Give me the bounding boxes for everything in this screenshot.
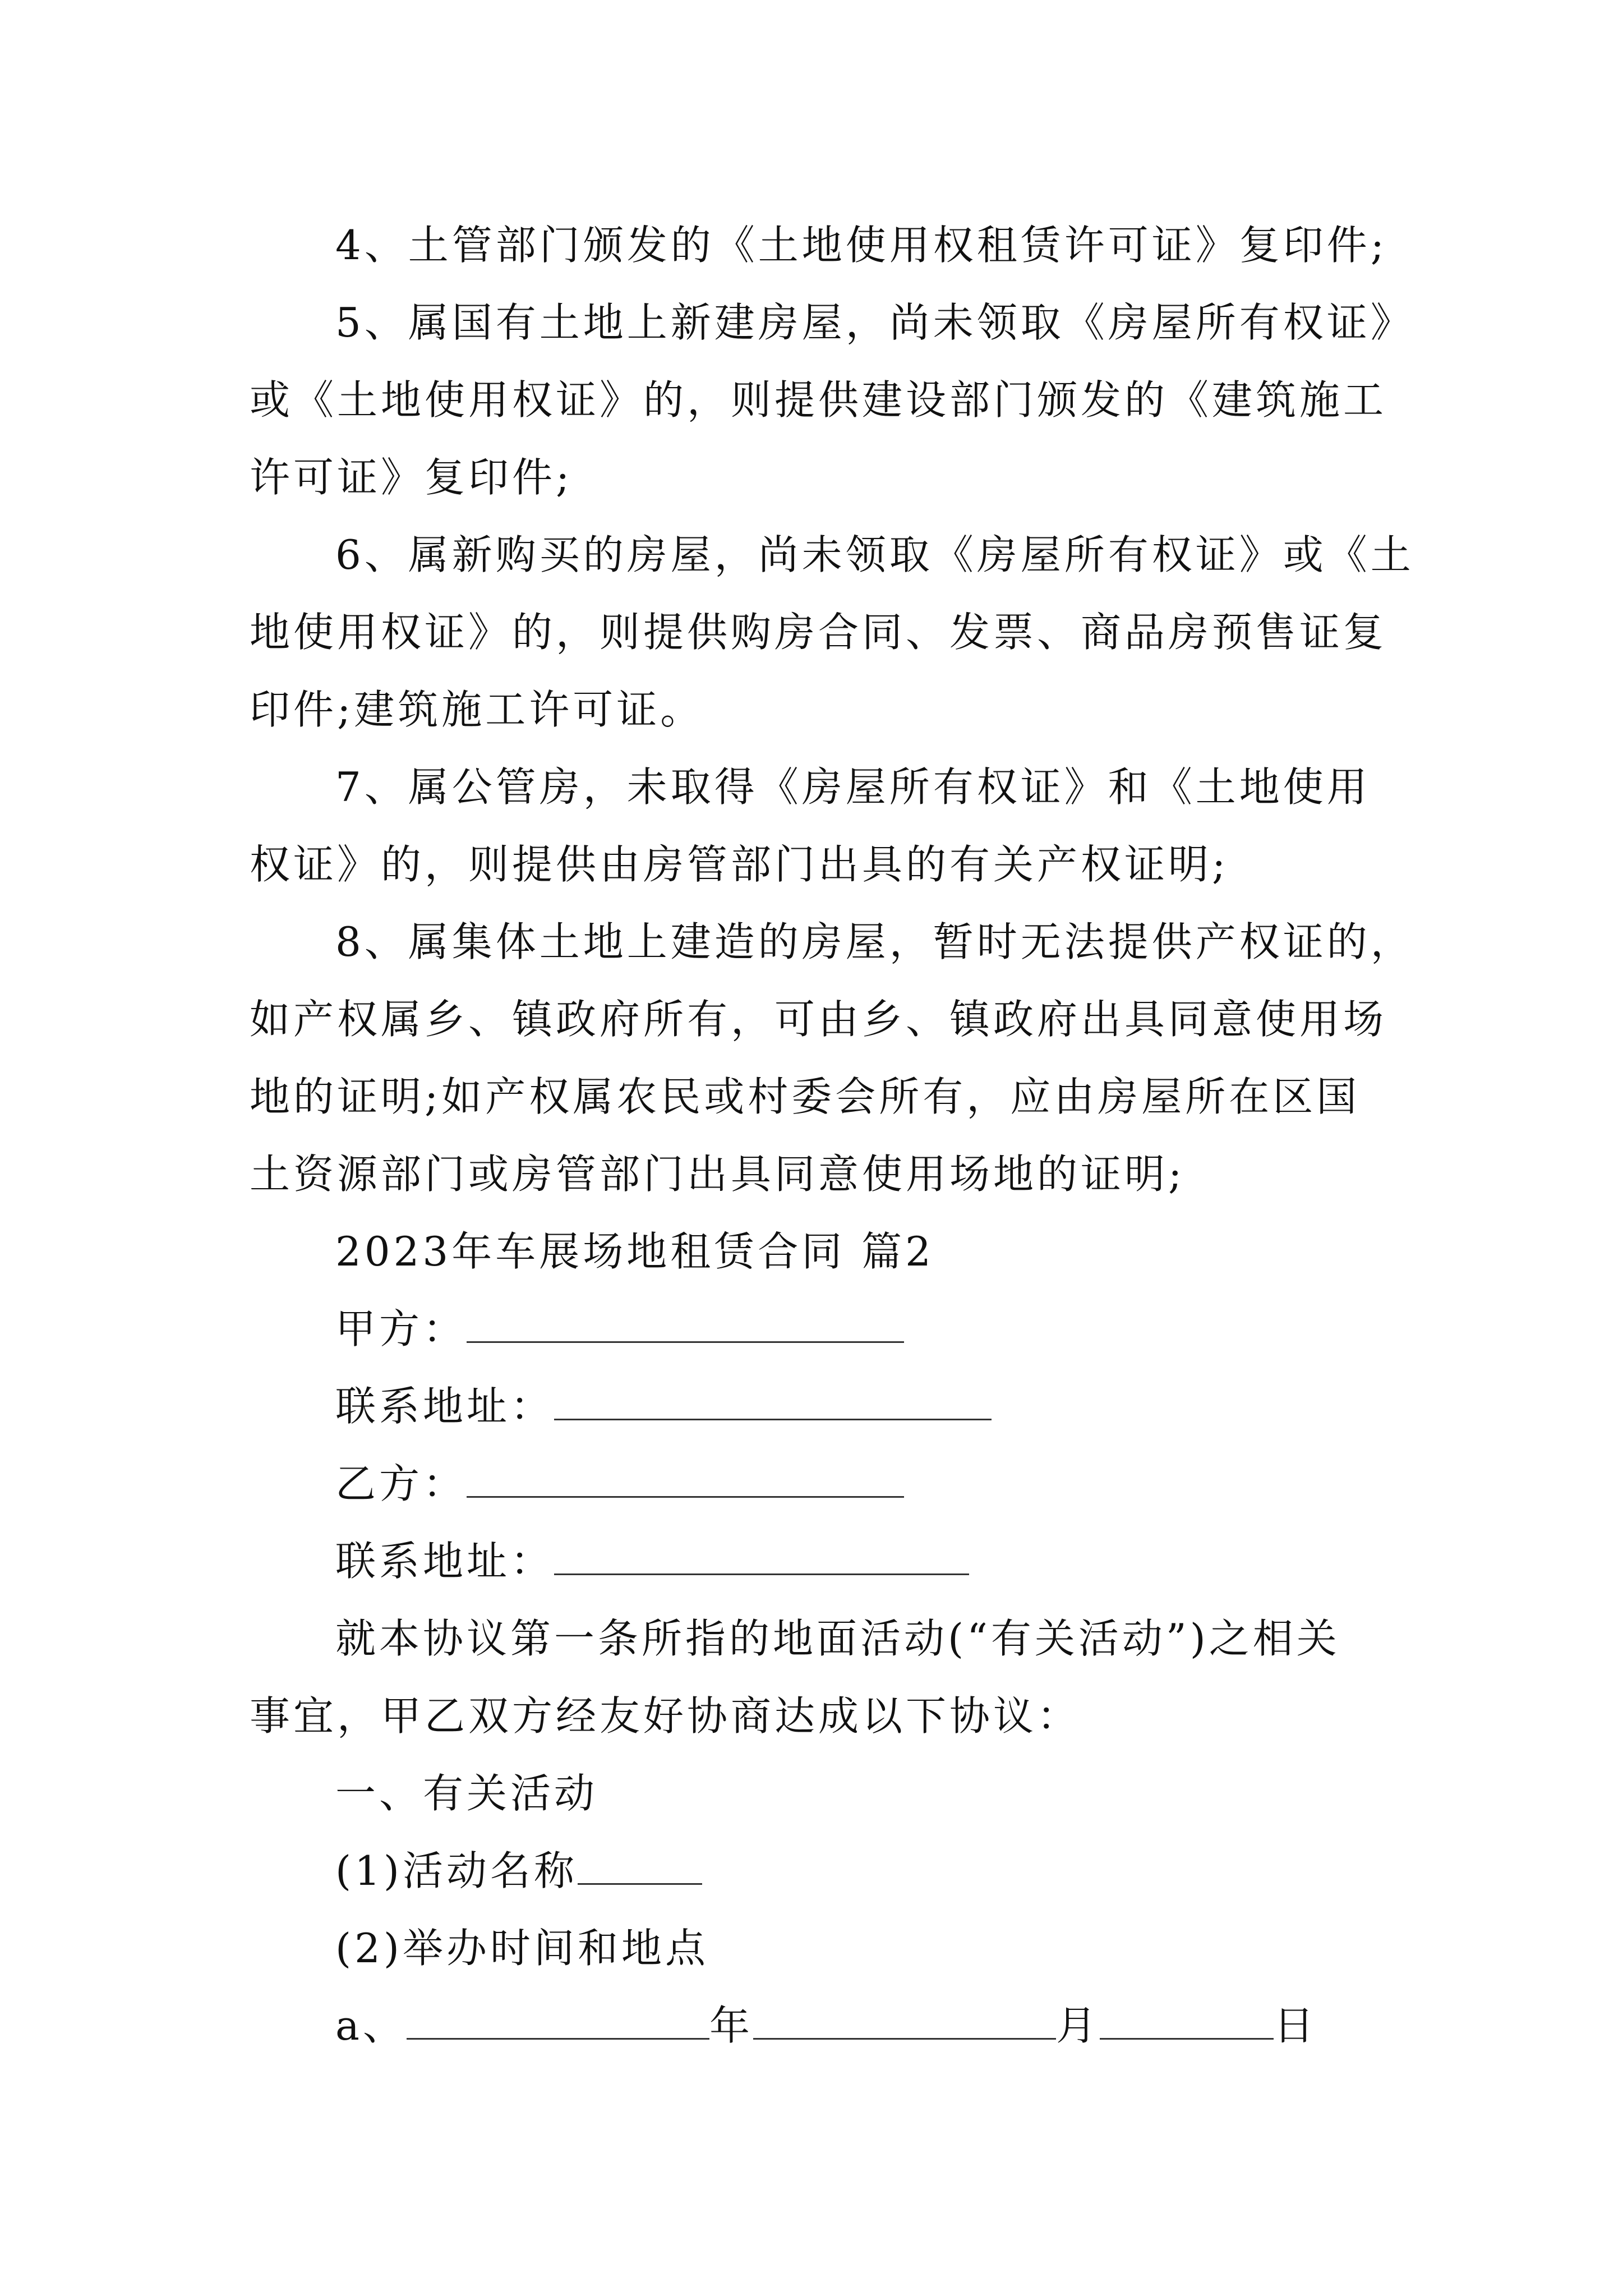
month-blank — [753, 2004, 1056, 2040]
address-a-row — [335, 1381, 992, 1432]
section-1-heading: 一、有关活动 — [335, 1770, 598, 1817]
activity-name-row — [335, 1846, 702, 1896]
preamble-line-2: 事宜，甲乙双方经友好协商达成以下协议： — [250, 1692, 1081, 1740]
paragraph-8-line-3: 地的证明;如产权属农民或村委会所有，应由房屋所在区国 — [250, 1073, 1361, 1120]
contract-title: 2023年车展场地租赁合同 篇2 — [335, 1228, 934, 1275]
date-prefix: a、 — [335, 2002, 407, 2049]
day-label: 日 — [1273, 2002, 1317, 2049]
party-a-blank — [467, 1308, 904, 1343]
activity-name-label: (1)活动名称 — [335, 1847, 578, 1894]
paragraph-7-line-2: 权证》的，则提供由房管部门出具的有关产权证明; — [250, 841, 1229, 888]
party-a-label: 甲方： — [335, 1305, 467, 1352]
address-a-blank — [554, 1385, 992, 1420]
paragraph-5-line-3: 许可证》复印件; — [250, 454, 573, 501]
year-blank — [407, 2004, 709, 2040]
paragraph-5-line-1: 5、属国有土地上新建房屋，尚未领取《房屋所有权证》 — [335, 299, 1414, 346]
paragraph-8-line-2: 如产权属乡、镇政府所有，可由乡、镇政府出具同意使用场 — [250, 996, 1387, 1043]
date-row — [335, 2000, 1317, 2051]
paragraph-8-line-1: 8、属集体土地上建造的房屋，暂时无法提供产权证的， — [335, 918, 1414, 965]
year-label: 年 — [709, 2002, 753, 2049]
party-a-row — [335, 1304, 904, 1354]
paragraph-6-line-1: 6、属新购买的房屋，尚未领取《房屋所有权证》或《土 — [335, 531, 1414, 578]
paragraph-5-line-2: 或《土地使用权证》的，则提供建设部门颁发的《建筑施工 — [250, 376, 1387, 424]
paragraph-7-line-1: 7、属公管房，未取得《房屋所有权证》和《土地使用 — [335, 763, 1371, 811]
month-label: 月 — [1055, 2002, 1100, 2049]
party-b-row — [335, 1458, 904, 1509]
paragraph-6-line-2: 地使用权证》的，则提供购房合同、发票、商品房预售证复 — [250, 609, 1387, 656]
address-b-row — [335, 1536, 969, 1586]
party-b-label: 乙方： — [335, 1460, 467, 1507]
time-place-heading: (2)举办时间和地点 — [335, 1925, 709, 1972]
preamble-line-1: 就本协议第一条所指的地面活动(“有关活动”)之相关 — [335, 1615, 1340, 1662]
party-b-blank — [467, 1462, 904, 1498]
paragraph-8-line-4: 土资源部门或房管部门出具同意使用场地的证明; — [250, 1151, 1186, 1198]
address-b-label: 联系地址： — [335, 1538, 555, 1585]
paragraph-4: 4、土管部门颁发的《土地使用权租赁许可证》复印件; — [335, 222, 1388, 269]
day-blank — [1100, 2004, 1274, 2040]
paragraph-6-line-3: 印件;建筑施工许可证。 — [250, 686, 704, 733]
address-a-label: 联系地址： — [335, 1383, 555, 1430]
activity-name-blank — [578, 1849, 702, 1885]
address-b-blank — [554, 1540, 969, 1575]
